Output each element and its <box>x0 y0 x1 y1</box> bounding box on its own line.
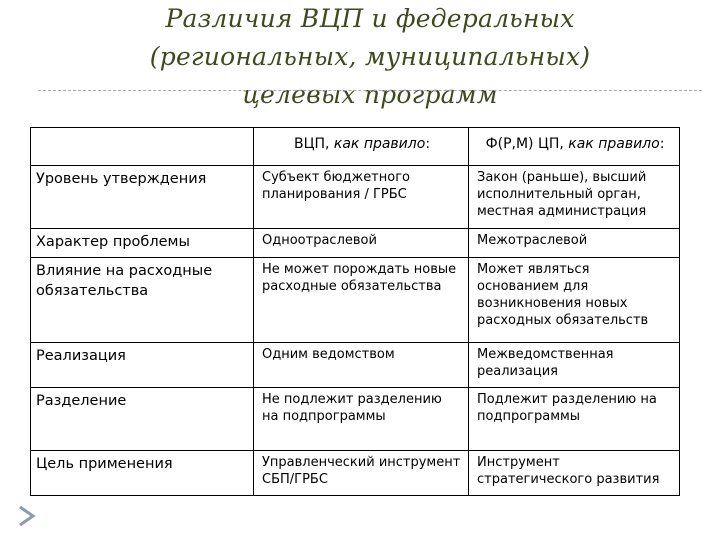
row-label: Влияние на расходные обязательства <box>31 258 254 343</box>
row-label: Разделение <box>31 388 254 451</box>
vcp-cell: Субъект бюджетного планирования / ГРБС <box>254 166 469 229</box>
table-row <box>31 343 680 388</box>
frm-cell: Инструмент стратегического развития <box>469 451 680 496</box>
header-frm <box>469 128 680 166</box>
header-empty-cell <box>31 128 254 166</box>
table-header-row <box>31 128 680 166</box>
slide-title <box>40 0 700 114</box>
frm-cell: Межведомственная реализация <box>469 343 680 388</box>
vcp-cell: Управленческий инструмент СБП/ГРБС <box>254 451 469 496</box>
title-line-3: целевых программ <box>242 80 498 109</box>
comparison-table <box>30 127 680 496</box>
header-vcp-colon: : <box>425 136 431 152</box>
frm-cell: Закон (раньше), высший исполнительный орган, местная администрация <box>469 166 680 229</box>
title-line-2: (региональных, муниципальных) <box>149 42 591 71</box>
header-frm-italic: как правило <box>568 136 660 152</box>
row-label: Цель применения <box>31 451 254 496</box>
frm-cell: Подлежит разделению на подпрограммы <box>469 388 680 451</box>
frm-cell: Межотраслевой <box>469 229 680 258</box>
frm-cell: Может являться основанием для возникновения новых расходных обязательств <box>469 258 680 343</box>
table-row <box>31 166 680 229</box>
header-vcp-italic: как правило <box>333 136 426 152</box>
row-label: Уровень утверждения <box>31 166 254 229</box>
vcp-cell: Одним ведомством <box>254 343 469 388</box>
vcp-cell: Не подлежит разделению на подпрограммы <box>254 388 469 451</box>
header-vcp-label: ВЦП, <box>293 136 334 152</box>
header-frm-colon: : <box>659 136 665 152</box>
play-arrow-icon[interactable] <box>18 505 36 527</box>
vcp-cell: Одноотраслевой <box>254 229 469 258</box>
table-row <box>31 451 680 496</box>
row-label: Характер проблемы <box>31 229 254 258</box>
row-label: Реализация <box>31 343 254 388</box>
header-vcp <box>254 128 469 166</box>
table-row <box>31 258 680 343</box>
table-row <box>31 388 680 451</box>
table-row <box>31 229 680 258</box>
vcp-cell: Не может порождать новые расходные обязательства <box>254 258 469 343</box>
header-frm-label: Ф(Р,М) ЦП, <box>485 136 569 152</box>
title-divider <box>38 90 702 91</box>
title-line-1: Различия ВЦП и федеральных <box>165 4 575 33</box>
